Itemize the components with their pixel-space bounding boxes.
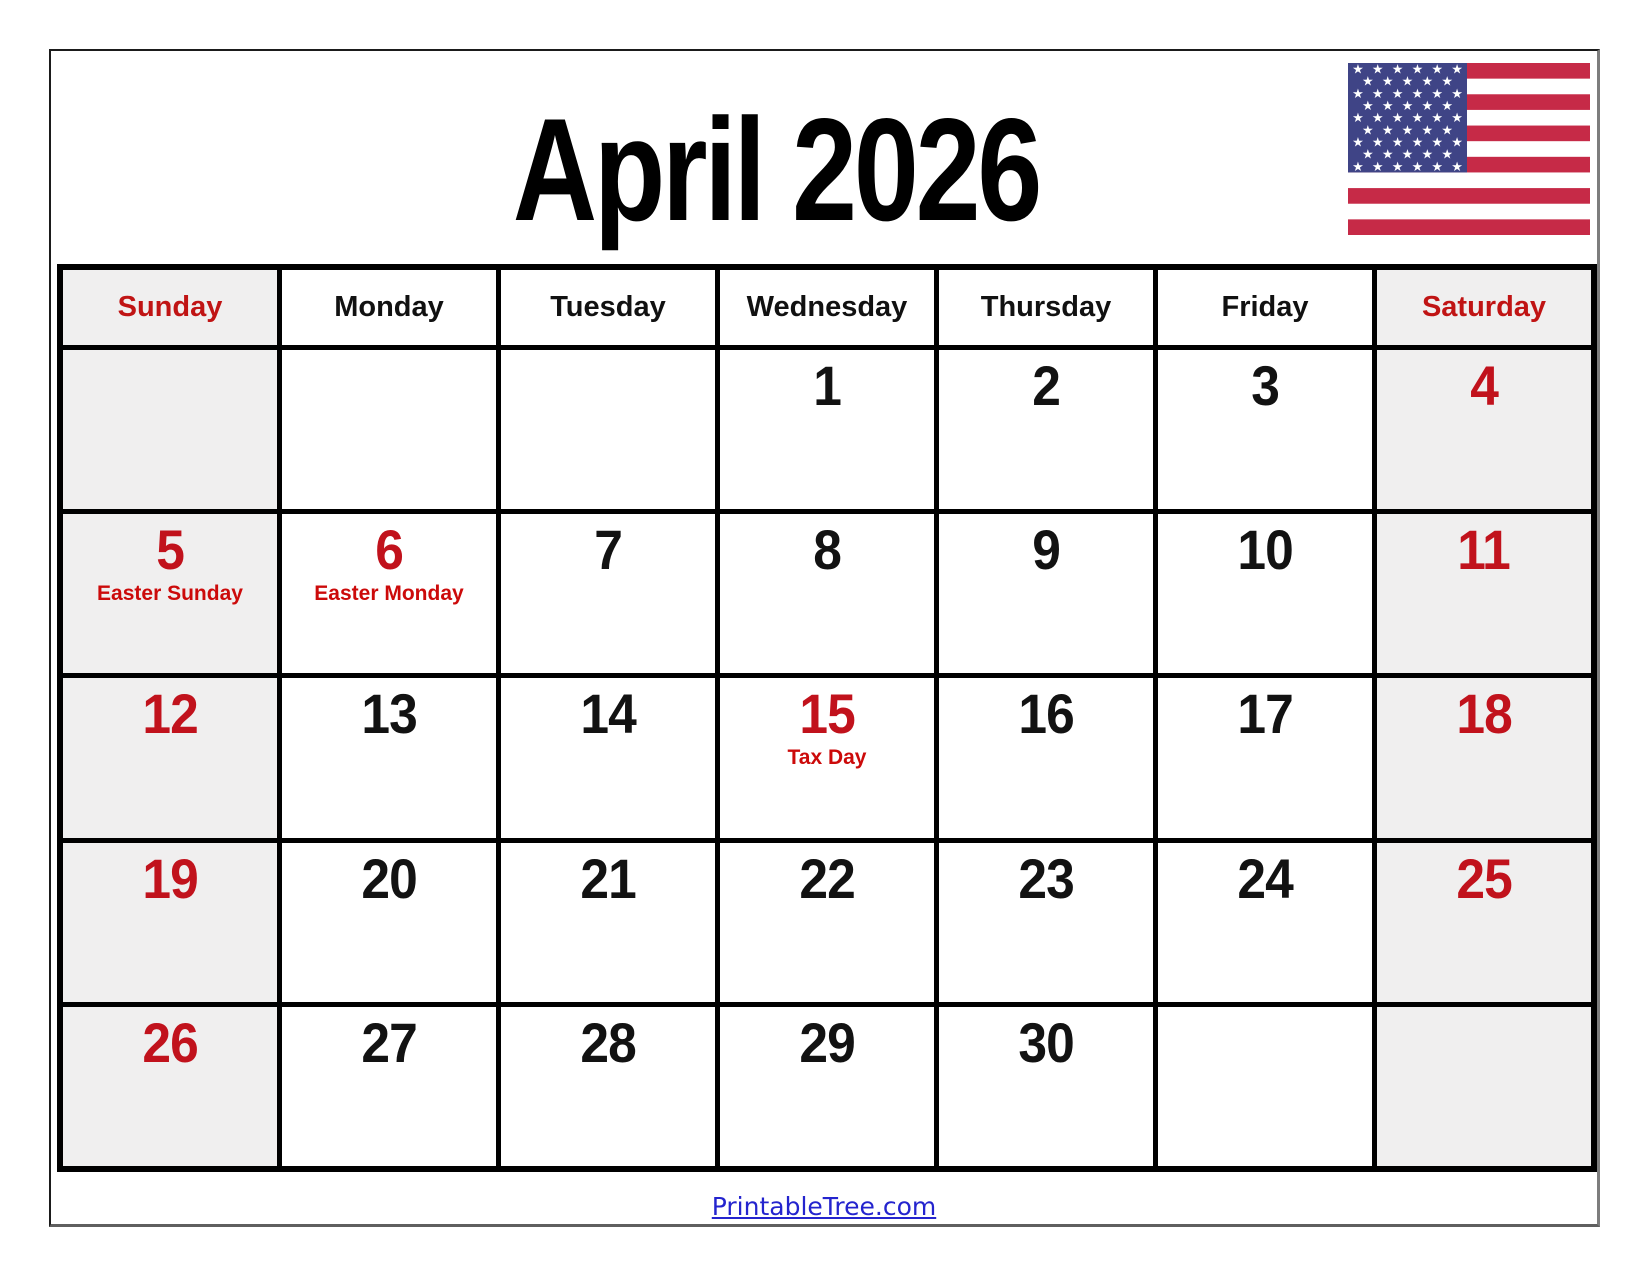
date-number: 14 bbox=[580, 682, 636, 746]
page-title: April 2026 bbox=[512, 88, 1040, 251]
svg-text:★: ★ bbox=[1391, 135, 1404, 151]
svg-text:★: ★ bbox=[1401, 99, 1414, 115]
day-cell-26 bbox=[63, 1007, 277, 1166]
date-number: 7 bbox=[594, 518, 622, 582]
day-cell-empty bbox=[63, 350, 277, 509]
day-cell-5 bbox=[63, 514, 277, 673]
day-cell-13 bbox=[282, 678, 496, 837]
svg-text:★: ★ bbox=[1362, 147, 1374, 163]
day-cell-19 bbox=[63, 843, 277, 1002]
day-cell-empty bbox=[1377, 1007, 1591, 1166]
day-cell-17 bbox=[1158, 678, 1372, 837]
day-cell-empty bbox=[282, 350, 496, 509]
date-number: 1 bbox=[813, 354, 841, 417]
day-cell-22 bbox=[720, 843, 934, 1002]
svg-text:★: ★ bbox=[1421, 123, 1434, 139]
svg-text:★: ★ bbox=[1391, 86, 1404, 102]
svg-text:★: ★ bbox=[1381, 74, 1394, 90]
day-cell-29 bbox=[720, 1007, 934, 1166]
weekday-header-saturday: Saturday bbox=[1377, 270, 1591, 345]
weekday-header-wednesday: Wednesday bbox=[720, 270, 934, 345]
svg-text:★: ★ bbox=[1371, 86, 1384, 102]
date-number: 6 bbox=[375, 518, 403, 582]
svg-text:★: ★ bbox=[1381, 123, 1394, 139]
date-number: 26 bbox=[142, 1010, 198, 1074]
day-cell-10 bbox=[1158, 514, 1372, 673]
date-number: 17 bbox=[1237, 682, 1293, 746]
svg-text:★: ★ bbox=[1411, 135, 1424, 151]
svg-text:★: ★ bbox=[1381, 147, 1394, 163]
day-cell-12 bbox=[63, 678, 277, 837]
weekday-header-friday: Friday bbox=[1158, 270, 1372, 345]
date-number: 15 bbox=[799, 682, 855, 746]
day-cell-2 bbox=[939, 350, 1153, 509]
svg-text:★: ★ bbox=[1362, 74, 1374, 90]
svg-text:★: ★ bbox=[1451, 86, 1463, 102]
svg-text:★: ★ bbox=[1441, 147, 1453, 163]
day-cell-14 bbox=[501, 678, 715, 837]
day-cell-28 bbox=[501, 1007, 715, 1166]
svg-text:★: ★ bbox=[1371, 111, 1384, 127]
date-number: 28 bbox=[580, 1010, 636, 1074]
svg-text:★: ★ bbox=[1362, 123, 1374, 139]
date-number: 5 bbox=[156, 518, 184, 582]
day-cell-15 bbox=[720, 678, 934, 837]
date-number: 24 bbox=[1237, 846, 1293, 910]
svg-text:★: ★ bbox=[1421, 74, 1434, 90]
svg-text:★: ★ bbox=[1441, 99, 1453, 115]
svg-text:★: ★ bbox=[1411, 86, 1424, 102]
date-number: 9 bbox=[1032, 518, 1060, 582]
svg-text:★: ★ bbox=[1421, 147, 1434, 163]
day-cell-1 bbox=[720, 350, 934, 509]
date-number: 19 bbox=[142, 846, 198, 910]
page-title-area bbox=[51, 88, 1501, 251]
date-number: 27 bbox=[361, 1010, 417, 1074]
day-cell-8 bbox=[720, 514, 934, 673]
date-number: 12 bbox=[142, 682, 198, 746]
svg-text:★: ★ bbox=[1401, 147, 1414, 163]
day-cell-3 bbox=[1158, 350, 1372, 509]
svg-text:★: ★ bbox=[1401, 123, 1414, 139]
day-cell-7 bbox=[501, 514, 715, 673]
day-cell-30 bbox=[939, 1007, 1153, 1166]
svg-text:★: ★ bbox=[1421, 99, 1434, 115]
svg-text:★: ★ bbox=[1431, 63, 1444, 78]
svg-text:★: ★ bbox=[1411, 63, 1424, 78]
svg-text:★: ★ bbox=[1381, 99, 1394, 115]
day-cell-4 bbox=[1377, 350, 1591, 509]
footer-link[interactable]: PrintableTree.com bbox=[711, 1192, 937, 1221]
calendar-page bbox=[49, 49, 1600, 1227]
svg-text:★: ★ bbox=[1362, 99, 1374, 115]
calendar-table bbox=[57, 264, 1597, 1172]
svg-text:★: ★ bbox=[1411, 159, 1424, 175]
svg-text:★: ★ bbox=[1391, 111, 1404, 127]
date-number: 3 bbox=[1251, 354, 1279, 417]
weekday-header-tuesday: Tuesday bbox=[501, 270, 715, 345]
day-cell-empty bbox=[501, 350, 715, 509]
date-number: 10 bbox=[1237, 518, 1293, 582]
svg-text:★: ★ bbox=[1431, 111, 1444, 127]
weekday-header-thursday: Thursday bbox=[939, 270, 1153, 345]
day-cell-23 bbox=[939, 843, 1153, 1002]
svg-text:★: ★ bbox=[1411, 111, 1424, 127]
day-cell-16 bbox=[939, 678, 1153, 837]
date-number: 20 bbox=[361, 846, 417, 910]
date-number: 2 bbox=[1032, 354, 1060, 417]
svg-text:★: ★ bbox=[1441, 74, 1453, 90]
date-number: 21 bbox=[580, 846, 636, 910]
date-number: 30 bbox=[1018, 1010, 1074, 1074]
svg-text:★: ★ bbox=[1352, 63, 1364, 78]
svg-text:★: ★ bbox=[1352, 111, 1364, 127]
date-number: 29 bbox=[799, 1010, 855, 1074]
holiday-label: Easter Sunday bbox=[97, 582, 243, 606]
date-number: 11 bbox=[1457, 518, 1511, 582]
day-cell-18 bbox=[1377, 678, 1591, 837]
svg-text:★: ★ bbox=[1352, 86, 1364, 102]
date-number: 4 bbox=[1470, 354, 1498, 417]
day-cell-11 bbox=[1377, 514, 1591, 673]
weekday-header-monday: Monday bbox=[282, 270, 496, 345]
svg-text:★: ★ bbox=[1451, 111, 1463, 127]
date-number: 8 bbox=[813, 518, 841, 582]
date-number: 18 bbox=[1456, 682, 1512, 746]
svg-text:★: ★ bbox=[1371, 159, 1384, 175]
day-cell-27 bbox=[282, 1007, 496, 1166]
svg-text:★: ★ bbox=[1441, 123, 1453, 139]
svg-text:★: ★ bbox=[1391, 63, 1404, 78]
date-number: 13 bbox=[361, 682, 417, 746]
day-cell-6 bbox=[282, 514, 496, 673]
holiday-label: Tax Day bbox=[787, 746, 867, 770]
date-number: 16 bbox=[1018, 682, 1074, 746]
svg-text:★: ★ bbox=[1371, 135, 1384, 151]
us-flag-svg bbox=[1348, 63, 1590, 235]
svg-text:★: ★ bbox=[1431, 86, 1444, 102]
svg-text:★: ★ bbox=[1431, 135, 1444, 151]
day-cell-21 bbox=[501, 843, 715, 1002]
date-number: 22 bbox=[799, 846, 855, 910]
day-cell-20 bbox=[282, 843, 496, 1002]
svg-text:★: ★ bbox=[1431, 159, 1444, 175]
svg-text:★: ★ bbox=[1401, 74, 1414, 90]
day-cell-empty bbox=[1158, 1007, 1372, 1166]
date-number: 25 bbox=[1456, 846, 1512, 910]
united-states-flag bbox=[1348, 63, 1590, 235]
day-cell-24 bbox=[1158, 843, 1372, 1002]
svg-text:★: ★ bbox=[1391, 159, 1404, 175]
weekday-header-sunday: Sunday bbox=[63, 270, 277, 345]
svg-text:★: ★ bbox=[1451, 159, 1463, 175]
svg-text:★: ★ bbox=[1352, 159, 1364, 175]
svg-text:★: ★ bbox=[1451, 135, 1463, 151]
holiday-label: Easter Monday bbox=[314, 582, 464, 606]
day-cell-9 bbox=[939, 514, 1153, 673]
page-footer bbox=[51, 1192, 1597, 1221]
date-number: 23 bbox=[1018, 846, 1074, 910]
svg-text:★: ★ bbox=[1451, 63, 1463, 78]
svg-text:★: ★ bbox=[1371, 63, 1384, 78]
day-cell-25 bbox=[1377, 843, 1591, 1002]
svg-text:★: ★ bbox=[1352, 135, 1364, 151]
